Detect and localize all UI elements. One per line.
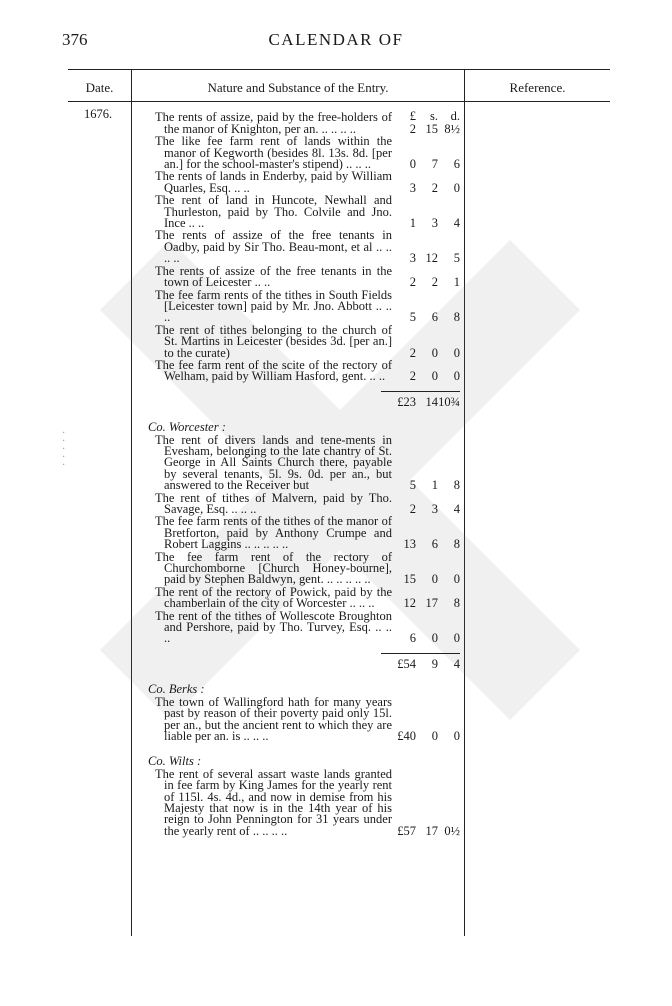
entry-text: The rents of assize of the free tenants in Oadby, paid by Sir Tho. Beau-mont, et al .. .. .. .. <box>155 228 392 266</box>
entry-shillings: 0 <box>431 345 438 360</box>
entry-row <box>148 195 460 229</box>
entry-row <box>148 357 460 384</box>
entry-text: The rents of assize, paid by the free-holders of the manor of Knighton, per an. .. .. .. .. <box>155 110 392 136</box>
entry-shillings: 6 <box>431 537 438 552</box>
entry-shillings: 1 <box>431 478 438 493</box>
entry-text: The rent of the tithes of Wollescote Broughton and Pershore, paid by Tho. Turvey, Esq. .. .. .. <box>155 608 392 646</box>
section-spacer <box>148 408 460 418</box>
entry-amount <box>392 136 460 170</box>
entry-pounds: 6 <box>409 631 416 646</box>
entry-shillings: 15 <box>425 121 438 136</box>
entry-row <box>148 171 460 194</box>
shillings-unit: s. <box>430 109 438 123</box>
total-pence: 4 <box>453 656 460 671</box>
entries-body <box>148 111 460 837</box>
entry-pence: 0 <box>453 180 460 195</box>
entry-shillings: 6 <box>431 310 438 325</box>
entry-row <box>148 766 460 838</box>
entry-text: The town of Wallingford hath for many years past by reason of their poverty paid only 15l. per an., but the ancient rent to which they are liable per an. is .. .. .. <box>155 694 392 743</box>
entry-pence: 8 <box>453 478 460 493</box>
entry-text: The fee farm rents of the tithes in South Fields [Leicester town] paid by Mr. Jno. Abbott .. .. .. <box>155 287 392 325</box>
entry-amount <box>392 769 460 837</box>
entry-shillings: 17 <box>425 823 438 838</box>
entry-pounds: 13 <box>403 537 416 552</box>
entry-row <box>148 109 460 136</box>
table-header-rule <box>68 101 610 102</box>
entry-pence: 8 <box>453 537 460 552</box>
entry-pounds: 2 <box>409 275 416 290</box>
pounds-unit: £ <box>409 109 416 123</box>
entry-shillings: 0 <box>431 572 438 587</box>
entry-pence: 4 <box>453 502 460 516</box>
entry-pence: 5 <box>453 251 460 266</box>
page-number: 376 <box>62 30 88 49</box>
entry-row <box>148 584 460 611</box>
entry-shillings: 2 <box>431 180 438 195</box>
entry-pence: 0 <box>453 345 460 360</box>
total-shillings: 9 <box>431 656 438 671</box>
entry-row <box>148 136 460 170</box>
running-title: CALENDAR OF <box>268 30 404 49</box>
entry-text: The rent of tithes of Malvern, paid by Tho. Savage, Esq. .. .. .. <box>155 490 392 516</box>
entry-pounds: 5 <box>409 478 416 493</box>
date-column-divider <box>131 70 132 936</box>
entry-shillings: 2 <box>431 275 438 290</box>
entry-amount <box>392 171 460 194</box>
entry-amount <box>392 195 460 229</box>
entry-amount <box>392 697 460 743</box>
entry-amount <box>392 109 460 136</box>
entry-year: 1676. <box>84 107 113 121</box>
entry-amount <box>392 360 460 383</box>
entry-text: The rent of the rectory of Powick, paid by the chamberlain of the city of Worcester .. .. .. <box>155 584 392 611</box>
entry-pence: 0 <box>453 728 460 743</box>
entry-amount <box>392 516 460 550</box>
entry-pounds: £40 <box>397 728 416 743</box>
entry-pounds: 3 <box>409 251 416 266</box>
entry-text: The like fee farm rent of lands within the manor of Kegworth (besides 8l. 13s. 8d. [per an.] for the school-master's stipend) .. .. .. <box>155 134 392 172</box>
column-header-nature: Nature and Substance of the Entry. <box>207 80 389 95</box>
entry-row <box>148 694 460 743</box>
entry-pence: 8½ <box>444 121 460 136</box>
entry-pence: 8 <box>453 596 460 611</box>
entry-pence: 0 <box>453 572 460 587</box>
entry-pounds: £57 <box>397 823 416 838</box>
entry-row <box>148 516 460 550</box>
entry-row <box>148 608 460 646</box>
section-title: Co. Wilts : <box>148 754 202 769</box>
entry-row <box>148 490 460 516</box>
entry-amount <box>392 266 460 289</box>
entry-amount <box>392 611 460 645</box>
entry-row <box>148 230 460 264</box>
entry-shillings: 17 <box>425 596 438 611</box>
entry-amount <box>392 435 460 492</box>
entry-text: The rents of lands in Enderby, paid by William Quarles, Esq. .. .. <box>155 169 392 195</box>
entry-text: The rent of tithes belonging to the church of St. Martins in Leicester (besides 3d. [per an.] to the curate) <box>155 322 392 360</box>
entry-text: The rent of land in Huncote, Newhall and Thurleston, paid by Tho. Colvile and Jno. Ince .. .. <box>155 193 392 231</box>
entry-amount <box>392 325 460 359</box>
entry-row <box>148 322 460 360</box>
section-title: Co. Worcester : <box>148 420 226 435</box>
entry-pounds: 3 <box>409 180 416 195</box>
total-shillings: 14 <box>425 394 438 409</box>
entry-pence: 0 <box>453 369 460 384</box>
total-pounds: £54 <box>397 656 416 671</box>
entry-shillings: 3 <box>431 216 438 231</box>
entry-shillings: 0 <box>431 369 438 384</box>
entry-pounds: 12 <box>403 596 416 611</box>
column-header-date: Date. <box>85 80 114 95</box>
entry-pounds: 5 <box>409 310 416 325</box>
entry-amount <box>392 552 460 586</box>
entry-row <box>148 432 460 493</box>
entry-pence: 8 <box>453 310 460 325</box>
reference-column-divider <box>464 70 465 936</box>
entry-row <box>148 549 460 587</box>
section-total <box>381 653 460 670</box>
total-pounds: £23 <box>397 394 416 409</box>
entry-text: The rents of assize of the free tenants in the town of Leicester .. .. <box>155 263 392 290</box>
section-title: Co. Berks : <box>148 682 205 697</box>
entry-pounds: 1 <box>409 216 416 231</box>
entry-row <box>148 263 460 290</box>
section-spacer <box>148 670 460 680</box>
entry-text: The fee farm rent of the scite of the rectory of Welham, paid by William Hasford, gent. .. .. <box>155 357 392 384</box>
entry-text: The rent of several assart waste lands granted in fee farm by King James for the yearly rent of 115l. 4s. 4d., and now in demise from his Majesty that now is in the 14th year of his reign to John Pennington for 31 years under the yearly rent of .. .. .. .. <box>155 766 392 838</box>
entry-pounds: 2 <box>409 121 416 136</box>
entry-text: The fee farm rents of the tithes of the manor of Bretforton, paid by Anthony Crumpe and Robert Laggins .. .. .. .. .. <box>155 514 392 552</box>
entry-pence: 6 <box>453 157 460 172</box>
entry-shillings: 0 <box>431 631 438 646</box>
entry-amount <box>392 290 460 324</box>
margin-marks: · · · · · <box>62 428 66 471</box>
entry-pence: 0 <box>453 631 460 646</box>
section-total <box>381 391 460 408</box>
entry-shillings: 12 <box>425 251 438 266</box>
section-spacer <box>148 742 460 752</box>
entry-pounds: 2 <box>409 345 416 360</box>
table-top-rule <box>68 69 610 70</box>
column-header-reference: Reference. <box>509 80 566 95</box>
entry-amount <box>392 493 460 516</box>
total-pence: 10¾ <box>438 394 460 409</box>
entry-pence: 4 <box>453 216 460 231</box>
pence-unit: d. <box>450 109 460 123</box>
entry-shillings: 3 <box>431 502 438 516</box>
entry-shillings: 0 <box>431 728 438 743</box>
entry-pence: 0½ <box>444 823 460 838</box>
entry-pounds: 0 <box>409 157 416 172</box>
entry-pounds: 15 <box>403 572 416 587</box>
entry-shillings: 7 <box>431 157 438 172</box>
entry-pence: 1 <box>453 275 460 290</box>
entry-text: The rent of divers lands and tene-ments in Evesham, belonging to the late chantry of St. George in All Saints Church there, payable by several tenants, 5l. 9s. 0d. per an., but answered to the Receiver but <box>155 432 392 493</box>
entry-pounds: 2 <box>409 502 416 516</box>
entry-amount <box>392 230 460 264</box>
entry-row <box>148 287 460 325</box>
sections-container <box>148 109 460 838</box>
entry-text: The fee farm rent of the rectory of Churchomborne [Church Honey-bourne], paid by Stephen Baldwyn, gent. .. .. .. .. .. <box>155 549 392 587</box>
entry-pounds: 2 <box>409 369 416 384</box>
entry-amount <box>392 587 460 610</box>
